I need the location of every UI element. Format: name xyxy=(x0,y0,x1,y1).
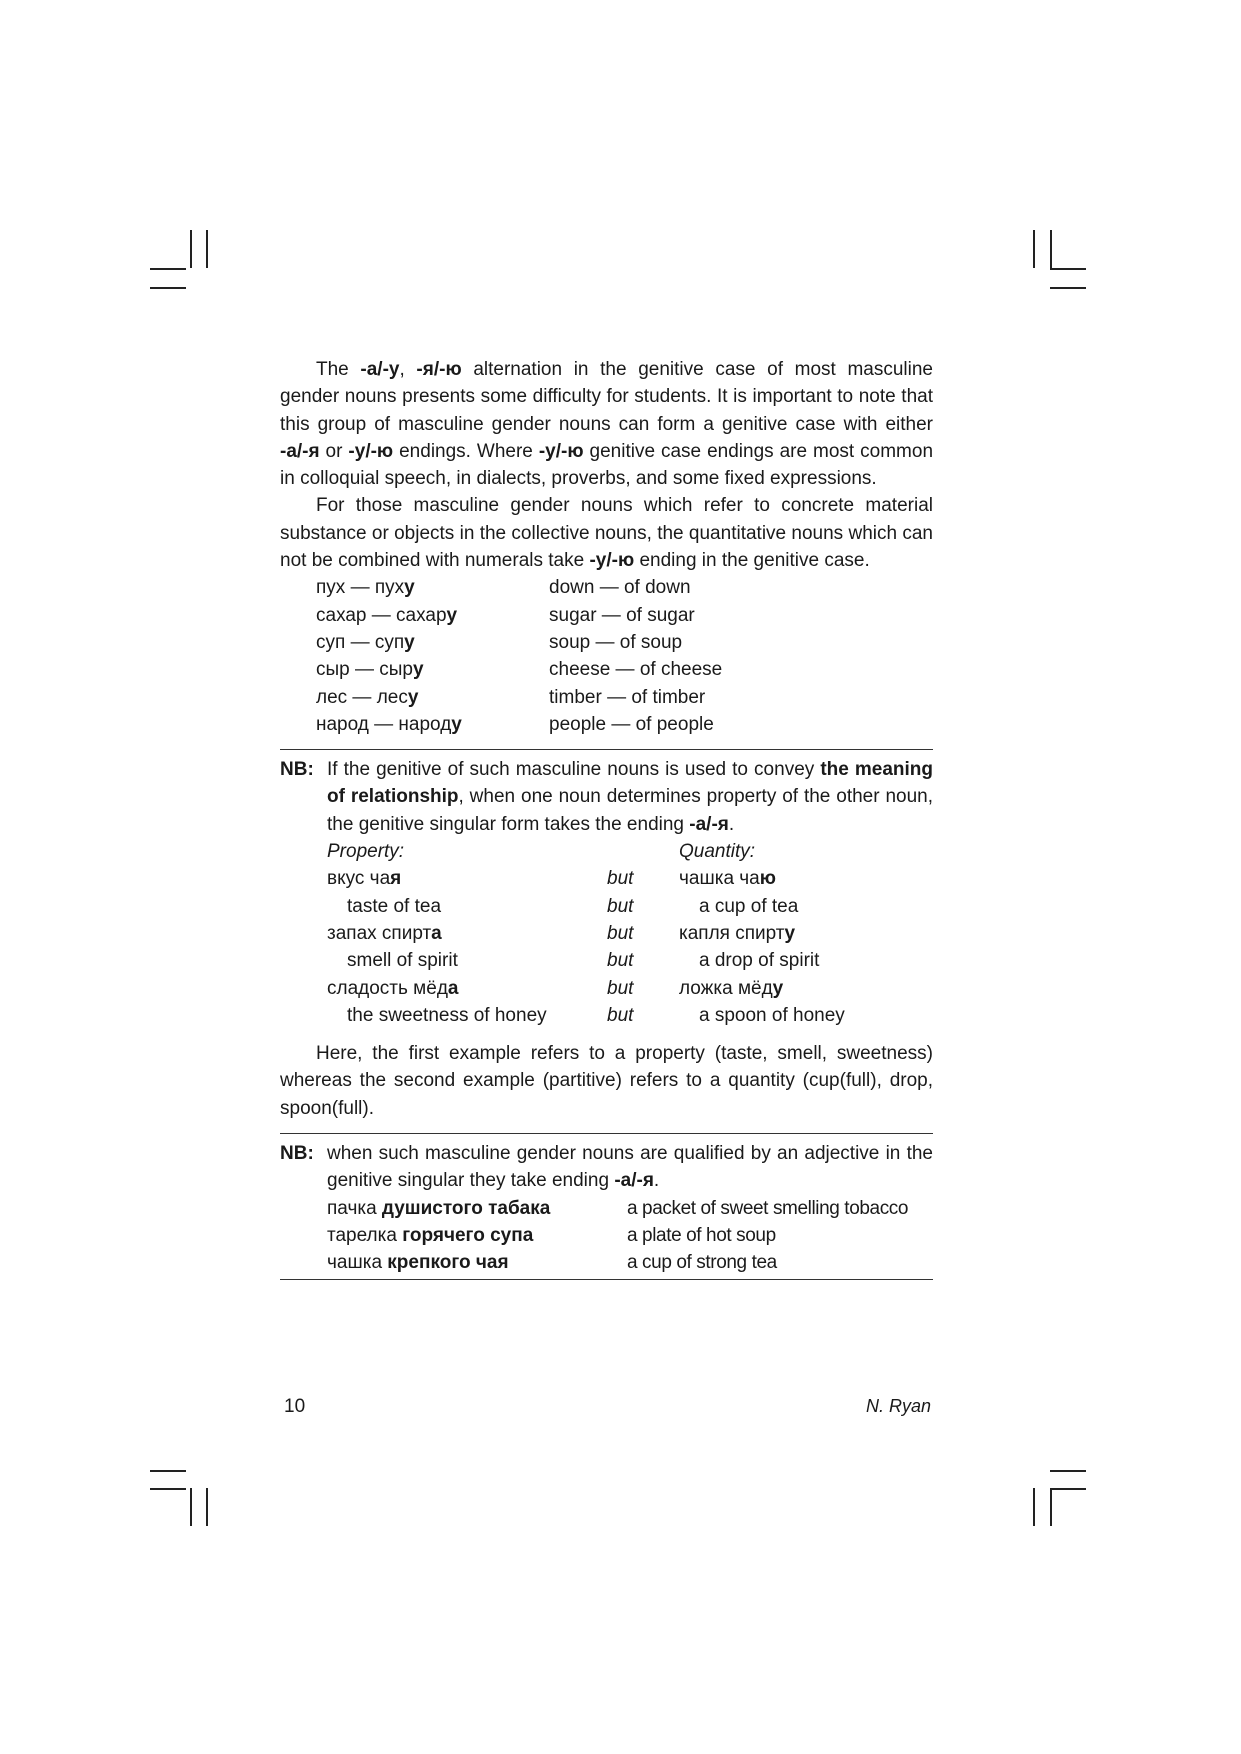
comparison-header xyxy=(327,838,933,865)
text-run: запах спирт xyxy=(327,922,432,944)
crop-mark xyxy=(1050,1470,1086,1472)
but-label: but xyxy=(607,950,634,972)
noun-pair-row xyxy=(316,656,933,683)
property-example xyxy=(327,865,607,892)
section-divider xyxy=(280,1133,933,1134)
russian-pair xyxy=(316,602,549,629)
text-run: alternation in the genitive case of most masculine gender nouns presents some difficulty for students. It is important to note that this group of masculine gender nouns can form a genitive case with either xyxy=(280,359,933,435)
nb-note-adjective xyxy=(280,1140,933,1276)
quantity-example xyxy=(679,920,933,947)
noun-pair-row xyxy=(316,629,933,656)
text-run: . xyxy=(653,1170,660,1192)
english-phrase: a cup of strong tea xyxy=(627,1252,777,1274)
russian-phrase xyxy=(327,1249,627,1276)
text-run: пачка xyxy=(327,1197,382,1219)
noun-pair-row xyxy=(316,574,933,601)
text-run: a drop of spirit xyxy=(699,950,820,972)
bold-run: а xyxy=(447,977,459,999)
section-divider xyxy=(280,749,933,750)
text-run: сладость мёд xyxy=(327,977,448,999)
text-run: or xyxy=(319,440,349,462)
property-example xyxy=(327,947,607,974)
but-label: but xyxy=(607,868,634,890)
text-run: the sweetness of honey xyxy=(347,1004,547,1026)
explanation-paragraph: Here, the first example refers to a property (taste, smell, sweetness) whereas the second example (partitive) refers to a quantity (cup(full), drop, spoon(full). xyxy=(280,1043,933,1119)
section-divider xyxy=(280,1279,933,1280)
nb-text xyxy=(327,1140,933,1195)
crop-mark xyxy=(1033,230,1035,268)
crop-mark xyxy=(1050,268,1086,270)
text-run: сыр — сыр xyxy=(316,659,414,681)
bold-run: душистого табака xyxy=(381,1197,551,1219)
text-run: , when one noun determines property of the other noun, the genitive singular form takes the ending xyxy=(327,786,933,835)
english-pair: sugar — of sugar xyxy=(549,604,695,626)
page-content xyxy=(280,356,933,1280)
but-label: but xyxy=(607,922,634,944)
bold-run: у xyxy=(404,631,415,653)
russian-pair xyxy=(316,574,549,601)
bold-run: -у/-ю xyxy=(589,550,635,572)
crop-mark xyxy=(1050,230,1052,268)
adjective-example-row xyxy=(327,1222,933,1249)
but-label: but xyxy=(607,895,634,917)
text-run: чашка xyxy=(327,1252,388,1274)
bold-run: у xyxy=(404,577,415,599)
text-run: суп — суп xyxy=(316,631,405,653)
bold-run: -а/-у xyxy=(360,359,400,380)
text-run: . xyxy=(728,813,735,835)
quantity-heading: Quantity: xyxy=(679,841,756,863)
text-run: genitive case endings are most common in colloquial speech, in dialects, proverbs, and some fixed expressions. xyxy=(280,440,934,490)
bold-run: -у/-ю xyxy=(538,440,584,462)
crop-mark xyxy=(150,1488,186,1490)
text-run: вкус ча xyxy=(327,868,391,890)
bold-run: я xyxy=(390,868,402,890)
comparison-table xyxy=(327,865,933,1029)
crop-mark xyxy=(150,268,186,270)
bold-run: -а/-я xyxy=(280,440,320,462)
bold-run: у xyxy=(446,604,458,626)
comparison-translation-row xyxy=(327,1002,933,1029)
bold-run: а xyxy=(431,922,442,944)
quantity-example xyxy=(679,947,933,974)
crop-mark xyxy=(150,1470,186,1472)
adjective-example-row xyxy=(327,1249,933,1276)
property-example xyxy=(327,1002,607,1029)
crop-mark xyxy=(1050,1488,1052,1526)
text-run: a spoon of honey xyxy=(699,1004,845,1026)
english-pair: down — of down xyxy=(549,577,691,599)
property-heading: Property: xyxy=(327,841,405,863)
russian-pair xyxy=(316,656,549,683)
nb-label: NB: xyxy=(280,1143,314,1165)
crop-mark xyxy=(150,287,186,289)
adjective-examples xyxy=(327,1195,933,1277)
bold-run: горячего супа xyxy=(402,1224,534,1246)
quantity-example xyxy=(679,865,933,892)
bold-run: -а/-я xyxy=(614,1170,654,1192)
english-pair: cheese — of cheese xyxy=(549,659,723,681)
text-run: пух — пух xyxy=(316,577,405,599)
bold-run: у xyxy=(451,713,462,735)
page-number: 10 xyxy=(284,1396,306,1417)
comparison-translation-row xyxy=(327,947,933,974)
bold-run: у xyxy=(413,659,424,681)
text-run: народ — народ xyxy=(316,713,452,735)
text-run: when such masculine gender nouns are qualified by an adjective in the genitive singular they take ending xyxy=(327,1143,933,1192)
quantity-example xyxy=(679,893,933,920)
intro-paragraph-1 xyxy=(280,356,933,492)
crop-mark xyxy=(1033,1488,1035,1526)
bold-run: крепкого чая xyxy=(387,1252,509,1274)
crop-mark xyxy=(206,230,208,268)
russian-phrase xyxy=(327,1195,627,1222)
noun-pair-row xyxy=(316,602,933,629)
comparison-row xyxy=(327,975,933,1002)
bold-run: ю xyxy=(759,868,776,890)
crop-mark xyxy=(190,1488,192,1526)
crop-mark xyxy=(1050,287,1086,289)
text-run: , xyxy=(399,359,417,380)
text-run: ending in the genitive case. xyxy=(634,550,870,572)
bold-run: -а/-я xyxy=(689,813,729,835)
comparison-row xyxy=(327,920,933,947)
crop-mark xyxy=(206,1488,208,1526)
english-pair: people — of people xyxy=(549,713,714,735)
text-run: чашка ча xyxy=(679,868,760,890)
bold-run: the meaning of relationship xyxy=(327,759,934,808)
crop-mark xyxy=(190,230,192,268)
bold-run: у xyxy=(784,922,796,944)
but-label: but xyxy=(607,1004,634,1026)
text-run: лес — лес xyxy=(316,686,408,708)
russian-pair xyxy=(316,629,549,656)
bold-run: -я/-ю xyxy=(416,359,462,380)
noun-pair-row xyxy=(316,684,933,711)
bold-run: у xyxy=(407,686,419,708)
text-run: endings. Where xyxy=(393,440,539,462)
russian-phrase xyxy=(327,1222,627,1249)
russian-pair xyxy=(316,711,549,738)
english-phrase: a packet of sweet smelling tobacco xyxy=(627,1197,909,1219)
text-run: taste of tea xyxy=(347,895,442,917)
text-run: For those masculine gender nouns which refer to concrete material substance or objects in the collective nouns, the quantitative nouns which can not be combined with numerals take xyxy=(280,495,933,572)
text-run: smell of spirit xyxy=(347,950,458,972)
nb-text xyxy=(327,756,933,838)
english-phrase: a plate of hot soup xyxy=(627,1224,776,1246)
text-run: If the genitive of such masculine nouns is used to convey xyxy=(327,759,821,781)
nb-note-relationship xyxy=(280,756,933,1029)
text-run: капля спирт xyxy=(679,922,785,944)
noun-pair-row xyxy=(316,711,933,738)
property-example xyxy=(327,975,607,1002)
crop-mark xyxy=(1050,1488,1086,1490)
russian-pair xyxy=(316,684,549,711)
english-pair: timber — of timber xyxy=(549,686,706,708)
bold-run: -у/-ю xyxy=(348,440,394,462)
text-run: сахар — сахар xyxy=(316,604,447,626)
comparison-row xyxy=(327,865,933,892)
bold-run: у xyxy=(772,977,784,999)
intro-paragraph-2 xyxy=(280,492,933,574)
noun-pairs-list xyxy=(316,574,933,738)
comparison-translation-row xyxy=(327,893,933,920)
quantity-example xyxy=(679,975,933,1002)
english-pair: soup — of soup xyxy=(549,631,683,653)
quantity-example xyxy=(679,1002,933,1029)
text-run: ложка мёд xyxy=(679,977,773,999)
text-run: тарелка xyxy=(327,1224,403,1246)
nb-label: NB: xyxy=(280,759,314,781)
text-run: a cup of tea xyxy=(699,895,799,917)
adjective-example-row xyxy=(327,1195,933,1222)
property-example xyxy=(327,920,607,947)
but-label: but xyxy=(607,977,634,999)
property-example xyxy=(327,893,607,920)
text-run: The xyxy=(316,359,361,380)
author-name: N. Ryan xyxy=(865,1396,931,1416)
